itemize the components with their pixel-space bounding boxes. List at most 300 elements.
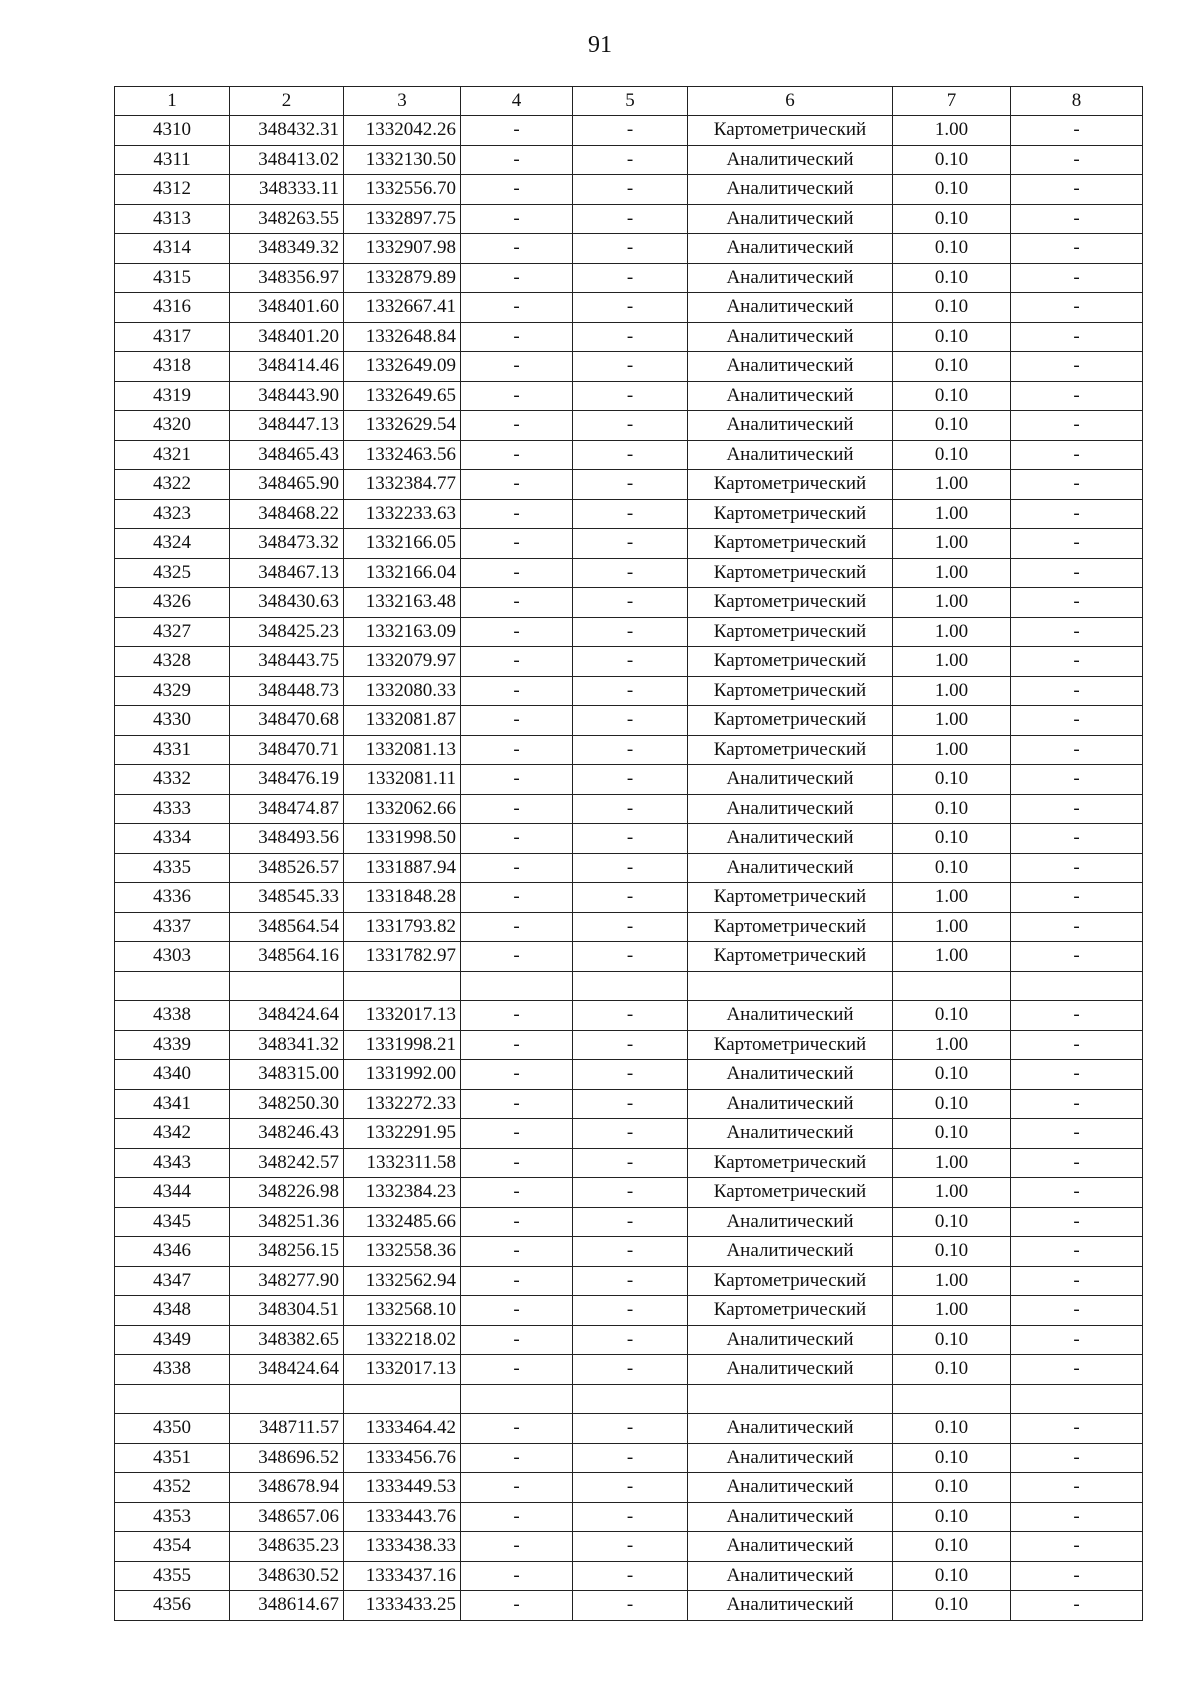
cell-point-number: 4310 <box>115 116 230 146</box>
cell-col-4: - <box>461 1148 573 1178</box>
cell-col-8: - <box>1011 1266 1143 1296</box>
table-row <box>115 470 1143 500</box>
cell-method: Картометрический <box>688 676 893 706</box>
cell-method: Картометрический <box>688 647 893 677</box>
cell-col-4: - <box>461 1325 573 1355</box>
cell-accuracy: 1.00 <box>893 499 1011 529</box>
cell-col-4 <box>461 971 573 1001</box>
table-row <box>115 381 1143 411</box>
cell-col-4: - <box>461 1237 573 1267</box>
cell-coord-y: 1332562.94 <box>344 1266 461 1296</box>
cell-coord-y: 1332218.02 <box>344 1325 461 1355</box>
table-row <box>115 676 1143 706</box>
cell-coord-x: 348430.63 <box>230 588 344 618</box>
cell-accuracy: 1.00 <box>893 558 1011 588</box>
cell-col-5: - <box>573 1148 688 1178</box>
table-row <box>115 706 1143 736</box>
cell-col-8: - <box>1011 765 1143 795</box>
cell-accuracy: 0.10 <box>893 765 1011 795</box>
cell-col-5: - <box>573 234 688 264</box>
cell-coord-y: 1332485.66 <box>344 1207 461 1237</box>
cell-point-number: 4344 <box>115 1178 230 1208</box>
cell-coord-x: 348333.11 <box>230 175 344 205</box>
table-row <box>115 1001 1143 1031</box>
cell-method: Картометрический <box>688 588 893 618</box>
cell-coord-x: 348473.32 <box>230 529 344 559</box>
cell-accuracy: 0.10 <box>893 1060 1011 1090</box>
cell-method: Аналитический <box>688 1591 893 1621</box>
cell-coord-y <box>344 1384 461 1414</box>
table-row <box>115 853 1143 883</box>
cell-coord-y: 1332272.33 <box>344 1089 461 1119</box>
table-row <box>115 617 1143 647</box>
cell-point-number: 4338 <box>115 1355 230 1385</box>
cell-col-5: - <box>573 175 688 205</box>
cell-method: Картометрический <box>688 883 893 913</box>
cell-coord-y: 1332384.77 <box>344 470 461 500</box>
cell-col-4: - <box>461 322 573 352</box>
page-number: 91 <box>588 32 612 58</box>
cell-point-number: 4352 <box>115 1473 230 1503</box>
cell-coord-x: 348696.52 <box>230 1443 344 1473</box>
cell-col-8: - <box>1011 145 1143 175</box>
cell-method: Аналитический <box>688 1443 893 1473</box>
cell-col-4: - <box>461 1296 573 1326</box>
cell-method: Аналитический <box>688 411 893 441</box>
table-row <box>115 1561 1143 1591</box>
cell-col-5: - <box>573 647 688 677</box>
cell-method: Аналитический <box>688 204 893 234</box>
table-row <box>115 1325 1143 1355</box>
table-row <box>115 558 1143 588</box>
cell-point-number: 4346 <box>115 1237 230 1267</box>
cell-col-4: - <box>461 794 573 824</box>
cell-accuracy: 0.10 <box>893 1237 1011 1267</box>
table-row <box>115 1355 1143 1385</box>
cell-point-number: 4355 <box>115 1561 230 1591</box>
cell-accuracy: 0.10 <box>893 1355 1011 1385</box>
column-header-7: 7 <box>893 87 1011 116</box>
cell-point-number: 4322 <box>115 470 230 500</box>
cell-col-8: - <box>1011 676 1143 706</box>
cell-point-number: 4320 <box>115 411 230 441</box>
cell-col-4: - <box>461 352 573 382</box>
cell-col-5: - <box>573 558 688 588</box>
cell-coord-x: 348465.43 <box>230 440 344 470</box>
table-row <box>115 1207 1143 1237</box>
cell-col-5: - <box>573 322 688 352</box>
cell-point-number: 4336 <box>115 883 230 913</box>
cell-point-number: 4331 <box>115 735 230 765</box>
cell-point-number: 4348 <box>115 1296 230 1326</box>
cell-accuracy: 1.00 <box>893 1296 1011 1326</box>
cell-col-4: - <box>461 1355 573 1385</box>
table-row <box>115 912 1143 942</box>
cell-col-5: - <box>573 1119 688 1149</box>
cell-point-number: 4312 <box>115 175 230 205</box>
cell-point-number: 4318 <box>115 352 230 382</box>
cell-coord-y: 1332233.63 <box>344 499 461 529</box>
cell-coord-y: 1333449.53 <box>344 1473 461 1503</box>
table-row <box>115 499 1143 529</box>
table-row <box>115 1060 1143 1090</box>
cell-point-number: 4350 <box>115 1414 230 1444</box>
cell-col-5: - <box>573 440 688 470</box>
cell-accuracy: 0.10 <box>893 1532 1011 1562</box>
cell-method: Аналитический <box>688 381 893 411</box>
cell-coord-x: 348564.54 <box>230 912 344 942</box>
cell-accuracy: 1.00 <box>893 706 1011 736</box>
cell-coord-y: 1332558.36 <box>344 1237 461 1267</box>
cell-method: Аналитический <box>688 263 893 293</box>
cell-accuracy: 1.00 <box>893 883 1011 913</box>
cell-point-number: 4343 <box>115 1148 230 1178</box>
cell-col-4: - <box>461 175 573 205</box>
cell-method: Картометрический <box>688 529 893 559</box>
cell-coord-y: 1332081.11 <box>344 765 461 795</box>
cell-accuracy: 0.10 <box>893 1089 1011 1119</box>
cell-point-number: 4319 <box>115 381 230 411</box>
cell-col-5: - <box>573 1591 688 1621</box>
cell-col-8: - <box>1011 381 1143 411</box>
cell-accuracy: 0.10 <box>893 794 1011 824</box>
cell-col-8: - <box>1011 529 1143 559</box>
cell-col-4: - <box>461 647 573 677</box>
cell-col-4: - <box>461 1473 573 1503</box>
cell-coord-x: 348425.23 <box>230 617 344 647</box>
cell-col-8 <box>1011 1384 1143 1414</box>
cell-coord-x: 348635.23 <box>230 1532 344 1562</box>
cell-col-4: - <box>461 1414 573 1444</box>
table-row <box>115 1473 1143 1503</box>
cell-accuracy: 1.00 <box>893 470 1011 500</box>
cell-coord-x: 348678.94 <box>230 1473 344 1503</box>
cell-point-number: 4339 <box>115 1030 230 1060</box>
cell-col-5: - <box>573 912 688 942</box>
cell-point-number: 4353 <box>115 1502 230 1532</box>
cell-coord-y: 1332384.23 <box>344 1178 461 1208</box>
cell-point-number: 4337 <box>115 912 230 942</box>
cell-coord-x: 348401.60 <box>230 293 344 323</box>
cell-coord-x: 348526.57 <box>230 853 344 883</box>
cell-accuracy: 1.00 <box>893 735 1011 765</box>
cell-col-8: - <box>1011 1237 1143 1267</box>
table-row <box>115 234 1143 264</box>
cell-col-8: - <box>1011 794 1143 824</box>
cell-col-4: - <box>461 145 573 175</box>
cell-col-5: - <box>573 1473 688 1503</box>
cell-col-8: - <box>1011 1325 1143 1355</box>
cell-col-5: - <box>573 824 688 854</box>
cell-method: Аналитический <box>688 765 893 795</box>
cell-coord-y: 1331793.82 <box>344 912 461 942</box>
table-row <box>115 116 1143 146</box>
table-row <box>115 440 1143 470</box>
cell-coord-y: 1332629.54 <box>344 411 461 441</box>
cell-coord-x: 348246.43 <box>230 1119 344 1149</box>
cell-coord-x <box>230 971 344 1001</box>
cell-col-4: - <box>461 529 573 559</box>
cell-method: Аналитический <box>688 234 893 264</box>
cell-coord-y: 1332648.84 <box>344 322 461 352</box>
cell-col-4: - <box>461 558 573 588</box>
cell-col-4: - <box>461 824 573 854</box>
cell-col-4: - <box>461 116 573 146</box>
cell-col-8: - <box>1011 116 1143 146</box>
cell-accuracy: 0.10 <box>893 1001 1011 1031</box>
table-row <box>115 322 1143 352</box>
cell-col-5: - <box>573 1266 688 1296</box>
cell-coord-y: 1332163.09 <box>344 617 461 647</box>
cell-coord-x: 348476.19 <box>230 765 344 795</box>
cell-point-number: 4314 <box>115 234 230 264</box>
cell-col-8: - <box>1011 1089 1143 1119</box>
cell-col-5: - <box>573 735 688 765</box>
cell-col-5: - <box>573 1355 688 1385</box>
cell-col-8: - <box>1011 1591 1143 1621</box>
cell-coord-y: 1332166.04 <box>344 558 461 588</box>
cell-col-4: - <box>461 706 573 736</box>
cell-col-8: - <box>1011 1148 1143 1178</box>
cell-col-8: - <box>1011 175 1143 205</box>
cell-method: Аналитический <box>688 1414 893 1444</box>
column-header-1: 1 <box>115 87 230 116</box>
cell-point-number: 4329 <box>115 676 230 706</box>
cell-coord-x: 348356.97 <box>230 263 344 293</box>
table-row <box>115 1591 1143 1621</box>
cell-coord-y: 1332163.48 <box>344 588 461 618</box>
cell-point-number: 4321 <box>115 440 230 470</box>
cell-coord-y: 1332556.70 <box>344 175 461 205</box>
cell-col-8: - <box>1011 499 1143 529</box>
cell-coord-x: 348443.75 <box>230 647 344 677</box>
cell-coord-x: 348432.31 <box>230 116 344 146</box>
cell-col-5: - <box>573 1296 688 1326</box>
cell-coord-y: 1332017.13 <box>344 1001 461 1031</box>
table-row <box>115 175 1143 205</box>
cell-coord-y: 1332649.65 <box>344 381 461 411</box>
cell-accuracy: 0.10 <box>893 145 1011 175</box>
cell-accuracy: 0.10 <box>893 1502 1011 1532</box>
cell-method: Картометрический <box>688 706 893 736</box>
cell-col-5: - <box>573 853 688 883</box>
table-row <box>115 411 1143 441</box>
cell-point-number <box>115 1384 230 1414</box>
cell-coord-x: 348448.73 <box>230 676 344 706</box>
cell-coord-y: 1332897.75 <box>344 204 461 234</box>
cell-accuracy: 1.00 <box>893 1148 1011 1178</box>
cell-method: Аналитический <box>688 1001 893 1031</box>
cell-accuracy: 1.00 <box>893 588 1011 618</box>
cell-coord-y: 1332879.89 <box>344 263 461 293</box>
cell-point-number: 4354 <box>115 1532 230 1562</box>
cell-accuracy: 1.00 <box>893 529 1011 559</box>
cell-coord-x: 348251.36 <box>230 1207 344 1237</box>
cell-coord-x: 348226.98 <box>230 1178 344 1208</box>
cell-coord-y: 1332130.50 <box>344 145 461 175</box>
cell-col-4: - <box>461 676 573 706</box>
cell-coord-x: 348493.56 <box>230 824 344 854</box>
cell-coord-y: 1333456.76 <box>344 1443 461 1473</box>
cell-method: Аналитический <box>688 794 893 824</box>
cell-col-8: - <box>1011 1355 1143 1385</box>
cell-method: Картометрический <box>688 1296 893 1326</box>
cell-col-5: - <box>573 1443 688 1473</box>
cell-coord-x: 348545.33 <box>230 883 344 913</box>
cell-accuracy: 0.10 <box>893 1473 1011 1503</box>
table-row <box>115 647 1143 677</box>
cell-method: Аналитический <box>688 175 893 205</box>
cell-col-8: - <box>1011 204 1143 234</box>
table-row <box>115 1119 1143 1149</box>
cell-col-8: - <box>1011 883 1143 913</box>
cell-coord-y: 1332568.10 <box>344 1296 461 1326</box>
cell-col-5: - <box>573 529 688 559</box>
cell-accuracy: 0.10 <box>893 263 1011 293</box>
cell-col-5 <box>573 971 688 1001</box>
cell-col-8: - <box>1011 293 1143 323</box>
cell-point-number: 4327 <box>115 617 230 647</box>
cell-accuracy: 0.10 <box>893 853 1011 883</box>
cell-col-8: - <box>1011 735 1143 765</box>
cell-col-4: - <box>461 1207 573 1237</box>
cell-col-5: - <box>573 470 688 500</box>
table-separator-row <box>115 971 1143 1001</box>
cell-coord-y: 1332166.05 <box>344 529 461 559</box>
cell-method: Аналитический <box>688 322 893 352</box>
cell-coord-x: 348443.90 <box>230 381 344 411</box>
cell-coord-y: 1332079.97 <box>344 647 461 677</box>
cell-col-8: - <box>1011 1502 1143 1532</box>
cell-accuracy: 0.10 <box>893 175 1011 205</box>
cell-coord-x: 348242.57 <box>230 1148 344 1178</box>
cell-col-8: - <box>1011 352 1143 382</box>
column-header-4: 4 <box>461 87 573 116</box>
table-row <box>115 1414 1143 1444</box>
cell-col-4: - <box>461 499 573 529</box>
cell-method: Аналитический <box>688 853 893 883</box>
cell-method: Картометрический <box>688 1030 893 1060</box>
table-row <box>115 794 1143 824</box>
cell-method: Картометрический <box>688 470 893 500</box>
cell-col-8: - <box>1011 1414 1143 1444</box>
cell-col-4 <box>461 1384 573 1414</box>
cell-coord-y: 1332017.13 <box>344 1355 461 1385</box>
cell-coord-x: 348657.06 <box>230 1502 344 1532</box>
cell-col-5: - <box>573 204 688 234</box>
cell-point-number: 4340 <box>115 1060 230 1090</box>
cell-col-8: - <box>1011 1060 1143 1090</box>
cell-coord-x <box>230 1384 344 1414</box>
cell-accuracy: 0.10 <box>893 411 1011 441</box>
cell-coord-x: 348349.32 <box>230 234 344 264</box>
cell-method: Картометрический <box>688 912 893 942</box>
cell-col-5 <box>573 1384 688 1414</box>
cell-coord-y: 1333433.25 <box>344 1591 461 1621</box>
cell-accuracy: 0.10 <box>893 381 1011 411</box>
table-row <box>115 263 1143 293</box>
cell-coord-x: 348341.32 <box>230 1030 344 1060</box>
cell-coord-x: 348470.68 <box>230 706 344 736</box>
cell-method <box>688 971 893 1001</box>
table-row <box>115 1266 1143 1296</box>
cell-col-5: - <box>573 145 688 175</box>
cell-method: Аналитический <box>688 145 893 175</box>
table-row <box>115 1443 1143 1473</box>
cell-coord-y: 1333464.42 <box>344 1414 461 1444</box>
cell-point-number: 4313 <box>115 204 230 234</box>
cell-accuracy: 1.00 <box>893 617 1011 647</box>
cell-method: Аналитический <box>688 352 893 382</box>
cell-coord-y: 1332649.09 <box>344 352 461 382</box>
cell-col-5: - <box>573 293 688 323</box>
table-row <box>115 1030 1143 1060</box>
table-row <box>115 1237 1143 1267</box>
cell-coord-y: 1331998.50 <box>344 824 461 854</box>
cell-coord-x: 348382.65 <box>230 1325 344 1355</box>
cell-col-5: - <box>573 617 688 647</box>
cell-accuracy: 1.00 <box>893 1030 1011 1060</box>
cell-col-4: - <box>461 942 573 972</box>
cell-col-8: - <box>1011 942 1143 972</box>
cell-col-5: - <box>573 1207 688 1237</box>
cell-method: Аналитический <box>688 1060 893 1090</box>
cell-col-8: - <box>1011 617 1143 647</box>
cell-coord-y: 1332907.98 <box>344 234 461 264</box>
cell-col-4: - <box>461 1060 573 1090</box>
cell-col-4: - <box>461 617 573 647</box>
cell-coord-y: 1331887.94 <box>344 853 461 883</box>
cell-point-number: 4341 <box>115 1089 230 1119</box>
table-header-row <box>115 87 1143 116</box>
cell-point-number: 4345 <box>115 1207 230 1237</box>
cell-coord-x: 348413.02 <box>230 145 344 175</box>
cell-coord-x: 348424.64 <box>230 1355 344 1385</box>
cell-coord-y: 1331782.97 <box>344 942 461 972</box>
cell-coord-y: 1332463.56 <box>344 440 461 470</box>
table-row <box>115 293 1143 323</box>
cell-accuracy: 1.00 <box>893 942 1011 972</box>
cell-col-4: - <box>461 1502 573 1532</box>
table-row <box>115 942 1143 972</box>
cell-col-5: - <box>573 1060 688 1090</box>
cell-point-number: 4328 <box>115 647 230 677</box>
cell-col-8: - <box>1011 440 1143 470</box>
cell-point-number: 4325 <box>115 558 230 588</box>
cell-col-5: - <box>573 706 688 736</box>
cell-accuracy: 0.10 <box>893 352 1011 382</box>
cell-col-8: - <box>1011 234 1143 264</box>
cell-point-number: 4338 <box>115 1001 230 1031</box>
cell-accuracy: 1.00 <box>893 1266 1011 1296</box>
cell-coord-y: 1331998.21 <box>344 1030 461 1060</box>
coordinates-table <box>114 86 1143 1621</box>
cell-col-8: - <box>1011 263 1143 293</box>
cell-col-4: - <box>461 1030 573 1060</box>
cell-col-8: - <box>1011 1119 1143 1149</box>
cell-accuracy: 1.00 <box>893 1178 1011 1208</box>
cell-point-number: 4330 <box>115 706 230 736</box>
cell-point-number: 4333 <box>115 794 230 824</box>
cell-col-8: - <box>1011 706 1143 736</box>
table-row <box>115 824 1143 854</box>
cell-method: Картометрический <box>688 499 893 529</box>
column-header-3: 3 <box>344 87 461 116</box>
cell-col-4: - <box>461 1591 573 1621</box>
cell-method: Аналитический <box>688 824 893 854</box>
cell-coord-x: 348315.00 <box>230 1060 344 1090</box>
cell-coord-y: 1333443.76 <box>344 1502 461 1532</box>
